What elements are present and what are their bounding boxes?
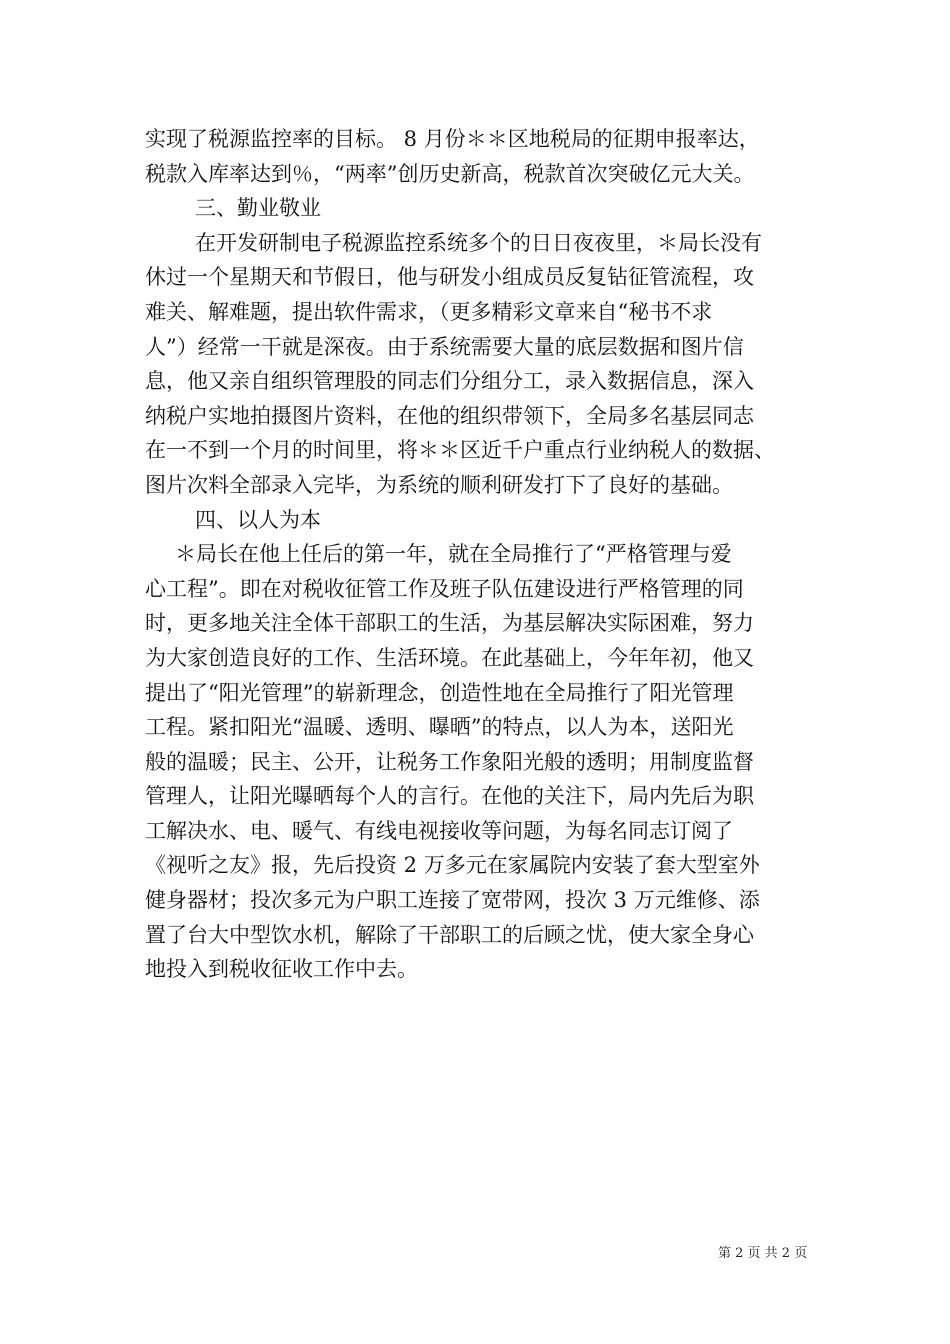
- paragraph-line: 为大家创造良好的工作、生活环境。在此基础上，今年年初，他又: [145, 645, 754, 670]
- paragraph-line: 在开发研制电子税源监控系统多个的日日夜夜里，＊局长没有: [195, 230, 762, 255]
- paragraph-line: 健身器材；投次多元为户职工连接了宽带网，投次 3 万元维修、添: [145, 888, 760, 913]
- paragraph-line: 在一不到一个月的时间里，将＊＊区近千户重点行业纳税人的数据、: [145, 438, 775, 463]
- paragraph-line: ＊局长在他上任后的第一年，就在全局推行了“严格管理与爱: [175, 542, 732, 567]
- paragraph-line: 管理人，让阳光曝晒每个人的言行。在他的关注下，局内先后为职: [145, 784, 754, 809]
- section-heading-4: 四、以人为本: [195, 507, 321, 532]
- page-number: 第 2 页 共 2 页: [718, 1246, 808, 1261]
- paragraph-line: 息，他又亲自组织管理股的同志们分组分工，录入数据信息，深入: [145, 369, 754, 394]
- paragraph-line: 休过一个星期天和节假日，他与研发小组成员反复钻征管流程，攻: [145, 265, 754, 290]
- paragraph-line: 税款入库率达到％，“两率”创历史新高，税款首次突破亿元大关。: [145, 161, 755, 186]
- paragraph-line: 置了台大中型饮水机，解除了干部职工的后顾之忧，使大家全身心: [145, 922, 754, 947]
- paragraph-line: 提出了“阳光管理”的崭新理念，创造性地在全局推行了阳光管理: [145, 680, 734, 705]
- paragraph-line: 工程。紧扣阳光“温暖、透明、曝晒”的特点，以人为本，送阳光: [145, 715, 734, 740]
- paragraph-line: 图片次料全部录入完毕，为系统的顺利研发打下了良好的基础。: [145, 472, 733, 497]
- paragraph-line: 实现了税源监控率的目标。 8 月份＊＊区地税局的征期申报率达，: [145, 127, 760, 151]
- paragraph-line: 工解决水、电、暖气、有线电视接收等问题，为每名同志订阅了: [145, 818, 733, 843]
- paragraph-line: 人”）经常一干就是深夜。由于系统需要大量的底层数据和图片信: [145, 334, 744, 359]
- paragraph-line: 难关、解难题，提出软件需求，（更多精彩文章来自“秘书不求: [145, 299, 713, 324]
- paragraph-line: 《视听之友》报，先后投资 2 万多元在家属院内安装了套大型室外: [145, 853, 760, 878]
- paragraph-line: 般的温暖；民主、公开，让税务工作象阳光般的透明；用制度监督: [145, 749, 754, 774]
- paragraph-line: 时，更多地关注全体干部职工的生活，为基层解决实际困难，努力: [145, 611, 754, 636]
- paragraph-line: 地投入到税收征收工作中去。: [145, 957, 418, 982]
- section-heading-3: 三、勤业敬业: [195, 196, 321, 221]
- document-body: [145, 122, 815, 987]
- paragraph-line: 纳税户实地拍摄图片资料，在他的组织带领下，全局多名基层同志: [145, 403, 754, 428]
- paragraph-line: 心工程”。即在对税收征管工作及班子队伍建设进行严格管理的同: [145, 576, 744, 601]
